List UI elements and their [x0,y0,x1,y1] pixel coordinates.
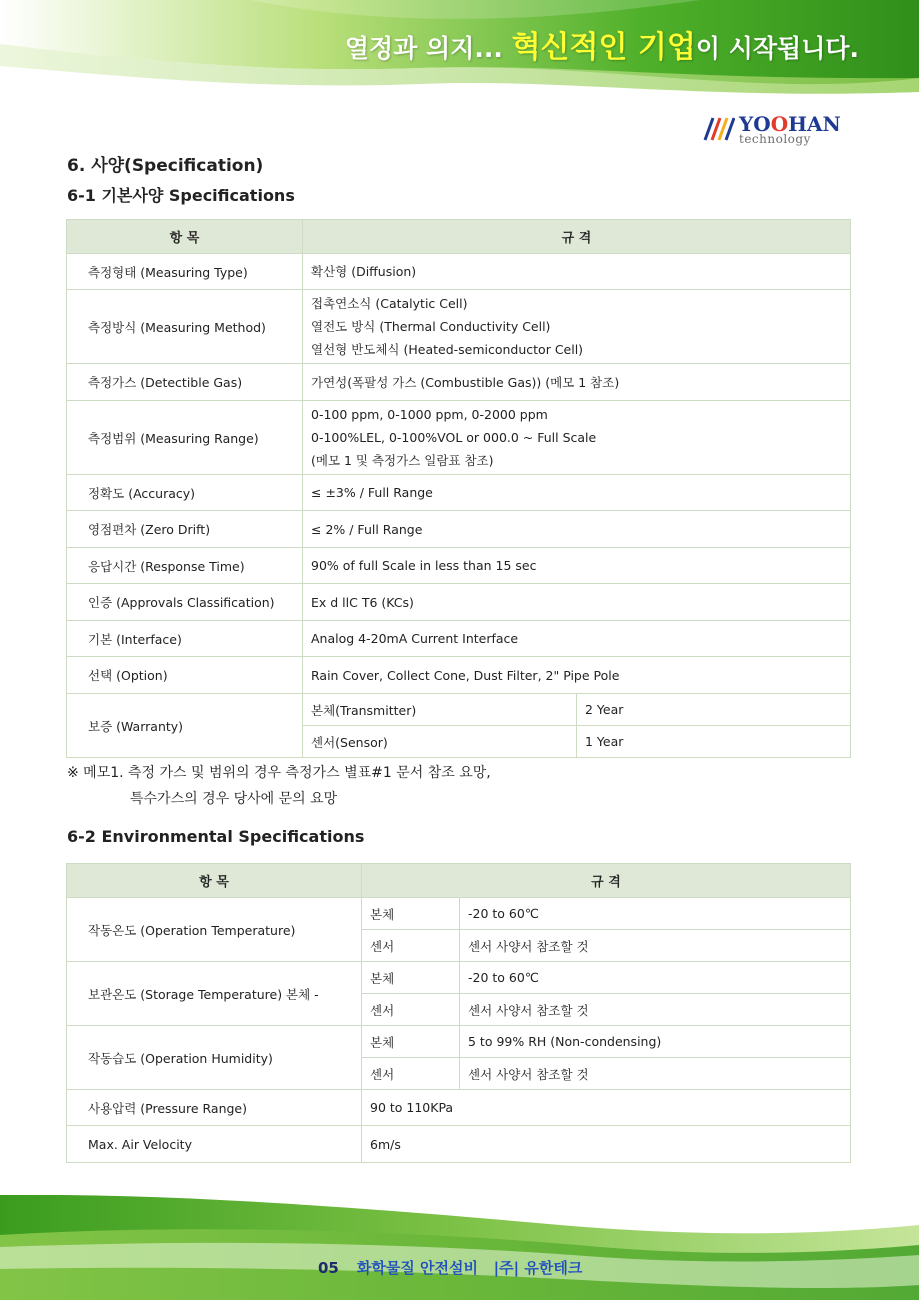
value-line: 90% of full Scale in less than 15 sec [311,558,537,573]
environmental-spec-table [66,863,851,1163]
memo-line-2: 특수가스의 경우 당사에 문의 요망 [130,791,338,807]
logo-stripes-icon [703,116,735,142]
row-item: Max. Air Velocity [67,1126,362,1163]
table-header-row [67,220,851,254]
slogan-pre: 열정과 의지... [344,34,512,63]
logo-subtitle: technology [739,132,811,146]
sub-part: 센서 [362,930,460,962]
table-row [67,584,851,621]
value-line: 0-100%LEL, 0-100%VOL or 000.0 ~ Full Scale [311,430,597,445]
sub-part: 센서 [362,1058,460,1090]
table-row [67,548,851,584]
spec2-title: 6-2 Environmental Specifications [67,827,365,846]
logo-name-part: HAN [788,112,841,136]
sub-part: 본체 [362,898,460,930]
sub-value: 센서 사양서 참조할 것 [460,994,851,1026]
row-item: 측정범위 (Measuring Range) [67,401,303,475]
table-row [67,962,851,994]
value-line: Rain Cover, Collect Cone, Dust Filter, 2" Pipe Pole [311,667,620,683]
sub-value: -20 to 60℃ [460,898,851,930]
row-item: 영점편차 (Zero Drift) [67,511,303,548]
table-row [67,694,851,726]
basic-spec-table [66,219,851,758]
row-value: 6m/s [362,1126,851,1163]
header-spec: 규 격 [303,220,851,254]
table-row [67,898,851,930]
spec1-title: 6-1 기본사양 Specifications [67,186,295,205]
row-item: 기본 (Interface) [67,621,303,657]
value-line: 확산형 (Diffusion) [311,264,417,279]
row-item: 정확도 (Accuracy) [67,475,303,511]
table-row [67,657,851,694]
row-value [303,621,851,657]
row-item: 선택 (Option) [67,657,303,694]
company-logo [703,112,843,150]
table-row [67,1026,851,1058]
sub-value: 센서 사양서 참조할 것 [460,1058,851,1090]
row-item: 보증 (Warranty) [67,694,303,758]
table-row [67,1090,851,1126]
header-item: 항 목 [67,864,362,898]
table-row [67,364,851,401]
sub-value: -20 to 60℃ [460,962,851,994]
table-row [67,511,851,548]
table-row [67,254,851,290]
warranty-period: 1 Year [577,726,851,758]
footer-text [318,1257,582,1278]
value-line: 가연성(폭팔성 가스 (Combustible Gas)) (메모 1 참조) [311,374,620,390]
table-row [67,290,851,364]
slogan-highlight: 혁신적인 기업 [511,30,696,65]
warranty-part: 센서(Sensor) [303,726,577,758]
section-title: 6. 사양(Specification) [67,156,264,176]
warranty-period: 2 Year [577,694,851,726]
value-line: ≤ ±3% / Full Range [311,485,433,500]
sub-value: 센서 사양서 참조할 것 [460,930,851,962]
logo-name-part: O [770,112,789,136]
footer-banner [0,1195,919,1300]
footer-wave-graphic [0,1195,919,1300]
warranty-part: 본체(Transmitter) [303,694,577,726]
sub-part: 본체 [362,962,460,994]
table-row [67,621,851,657]
table-row [67,1126,851,1163]
row-value [303,475,851,511]
row-value: 90 to 110KPa [362,1090,851,1126]
row-value [303,584,851,621]
row-item: 측정방식 (Measuring Method) [67,290,303,364]
value-line: 접촉연소식 (Catalytic Cell) [311,296,468,311]
sub-part: 본체 [362,1026,460,1058]
value-line: 열선형 반도체식 (Heated-semiconductor Cell) [311,342,584,357]
table-row [67,401,851,475]
row-value [303,364,851,401]
row-item: 보관온도 (Storage Temperature) 본체 - [67,962,362,1026]
row-item: 응답시간 (Response Time) [67,548,303,584]
page-number: 05 [318,1259,339,1277]
row-item: 작동온도 (Operation Temperature) [67,898,362,962]
memo-line-1: ※ 메모1. 측정 가스 및 범위의 경우 측정가스 별표#1 문서 참조 요망, [67,765,491,781]
row-item: 측정가스 (Detectible Gas) [67,364,303,401]
value-line: Ex d llC T6 (KCs) [311,594,414,610]
row-item: 작동습도 (Operation Humidity) [67,1026,362,1090]
row-item: 사용압력 (Pressure Range) [67,1090,362,1126]
value-line: (메모 1 및 측정가스 일람표 참조) [311,453,494,468]
row-item: 인증 (Approvals Classification) [67,584,303,621]
sub-part: 센서 [362,994,460,1026]
row-item: 측정형태 (Measuring Type) [67,254,303,290]
row-value [303,657,851,694]
row-value [303,401,851,475]
value-line: 0-100 ppm, 0-1000 ppm, 0-2000 ppm [311,407,548,422]
header-item: 항 목 [67,220,303,254]
table-row [67,475,851,511]
value-line: Analog 4-20mA Current Interface [311,631,519,646]
value-line: ≤ 2% / Full Range [311,521,423,537]
banner-slogan [345,22,859,66]
footer-label: 화학물질 안전설비 |주| 유한테크 [356,1259,583,1277]
table-header-row [67,864,851,898]
value-line: 열전도 방식 (Thermal Conductivity Cell) [311,319,551,334]
slogan-post: 이 시작됩니다. [695,34,859,63]
row-value [303,511,851,548]
row-value [303,254,851,290]
row-value [303,548,851,584]
logo-name-part: YO [739,112,771,136]
top-banner [0,0,919,110]
row-value [303,290,851,364]
sub-value: 5 to 99% RH (Non-condensing) [460,1026,851,1058]
header-spec: 규 격 [362,864,851,898]
